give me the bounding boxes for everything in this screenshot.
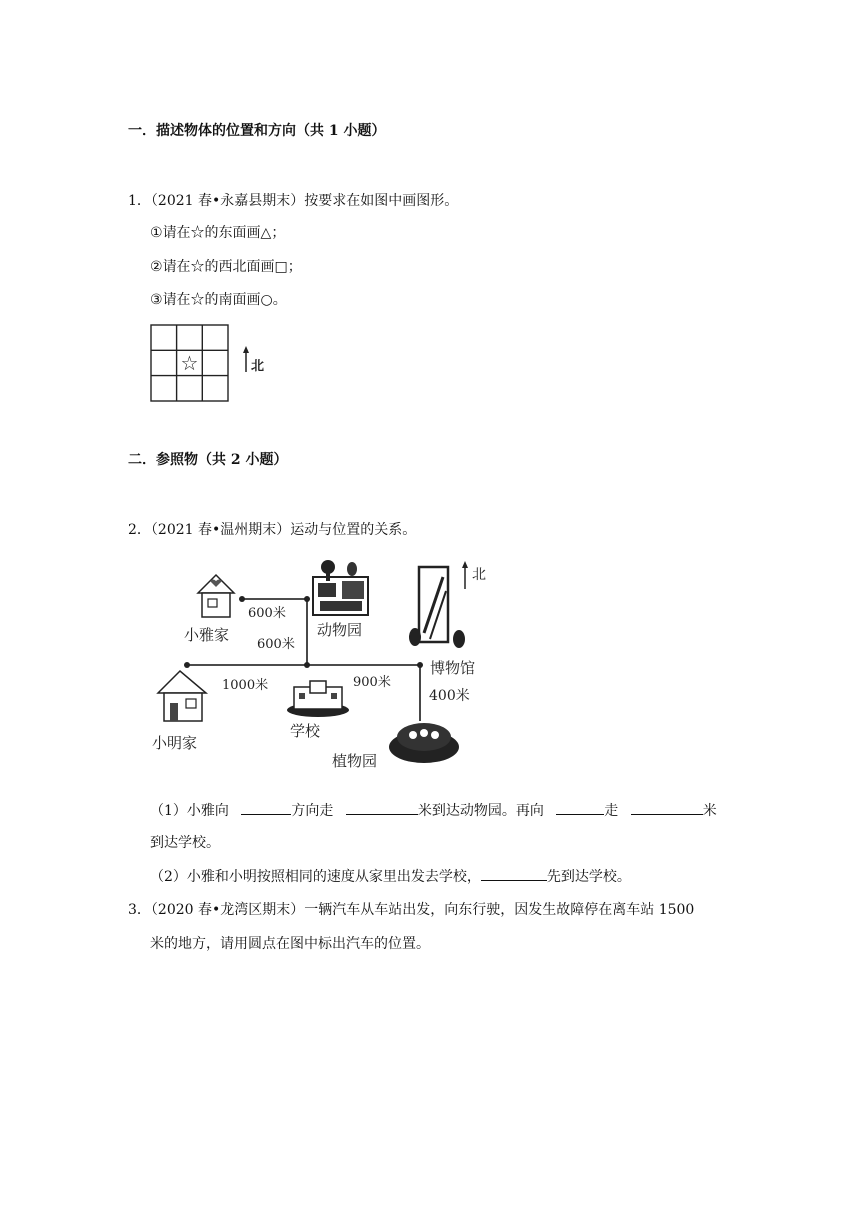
answer-blank-who-first[interactable] bbox=[481, 866, 547, 881]
section-heading-2: 二．参照物（共 2 小题） bbox=[128, 452, 288, 468]
sub1-text-b: 方向走 bbox=[291, 803, 334, 819]
label-school: 学校 bbox=[290, 722, 321, 740]
label-xiaoming-home: 小明家 bbox=[152, 734, 198, 752]
item-text: 请在☆的西北面画□； bbox=[162, 259, 302, 275]
item-number: ③ bbox=[150, 292, 163, 308]
sub1-text-a: （1）小雅向 bbox=[150, 803, 229, 819]
location-map-figure bbox=[150, 553, 495, 778]
north-arrow-icon bbox=[462, 561, 468, 589]
botanical-garden-icon bbox=[389, 723, 459, 763]
map-north-label: 北 bbox=[472, 567, 486, 583]
museum-icon bbox=[409, 567, 465, 648]
answer-blank-direction-1[interactable] bbox=[241, 800, 291, 815]
question-2-sub-1 bbox=[150, 800, 717, 821]
question-2-sub-1-line-2: 到达学校。 bbox=[150, 835, 220, 851]
item-text: 请在☆的南面画○。 bbox=[162, 292, 287, 308]
sub1-text-e: 米 bbox=[702, 803, 717, 819]
star-icon: ☆ bbox=[180, 351, 199, 375]
label-zoo: 动物园 bbox=[317, 621, 363, 639]
answer-blank-distance-1[interactable] bbox=[346, 800, 418, 815]
question-1-item-3 bbox=[150, 290, 287, 310]
question-1-item-1 bbox=[150, 223, 285, 243]
question-2-stem: 2．（2021 春•温州期末）运动与位置的关系。 bbox=[128, 522, 417, 538]
distance-junction-museum: 900米 bbox=[353, 675, 391, 690]
label-xiaoya-home: 小雅家 bbox=[184, 626, 230, 644]
north-label: 北 bbox=[251, 359, 265, 374]
answer-blank-direction-2[interactable] bbox=[556, 800, 604, 815]
item-text: 请在☆的东面画△； bbox=[162, 225, 286, 241]
sub1-text-c: 米到达动物园。再向 bbox=[417, 803, 544, 819]
distance-zoo-junction: 600米 bbox=[257, 637, 295, 652]
label-museum: 博物馆 bbox=[430, 659, 476, 677]
section-heading-1: 一．描述物体的位置和方向（共 1 小题） bbox=[128, 123, 386, 139]
question-1-stem: 1．（2021 春•永嘉县期末）按要求在如图中画图形。 bbox=[128, 193, 459, 209]
item-number: ① bbox=[150, 225, 163, 241]
label-botanical-garden: 植物园 bbox=[332, 752, 378, 770]
answer-blank-distance-2[interactable] bbox=[631, 800, 703, 815]
sub1-text-d: 走 bbox=[604, 803, 619, 819]
sub2-text-a: （2）小雅和小明按照相同的速度从家里出发去学校， bbox=[150, 869, 481, 885]
xiaoming-house-icon bbox=[158, 671, 206, 721]
school-icon bbox=[287, 681, 349, 717]
distance-museum-botanical: 400米 bbox=[429, 688, 470, 704]
sub2-text-b: 先到达学校。 bbox=[546, 869, 631, 885]
question-3-line-2: 米的地方，请用圆点在图中标出汽车的位置。 bbox=[150, 936, 430, 952]
direction-grid-figure bbox=[150, 324, 375, 402]
xiaoya-house-icon bbox=[198, 575, 234, 617]
north-arrow-icon bbox=[243, 346, 249, 372]
question-2-sub-2 bbox=[150, 866, 631, 887]
distance-xiaoya-zoo: 600米 bbox=[248, 606, 286, 621]
distance-xiaoming-junction: 1000米 bbox=[222, 678, 269, 693]
question-3-line-1: 3．（2020 春•龙湾区期末）一辆汽车从车站出发，向东行驶，因发生故障停在离车站 1500 bbox=[128, 902, 695, 918]
item-number: ② bbox=[150, 259, 163, 275]
zoo-icon bbox=[313, 560, 368, 615]
question-1-item-2 bbox=[150, 257, 302, 277]
